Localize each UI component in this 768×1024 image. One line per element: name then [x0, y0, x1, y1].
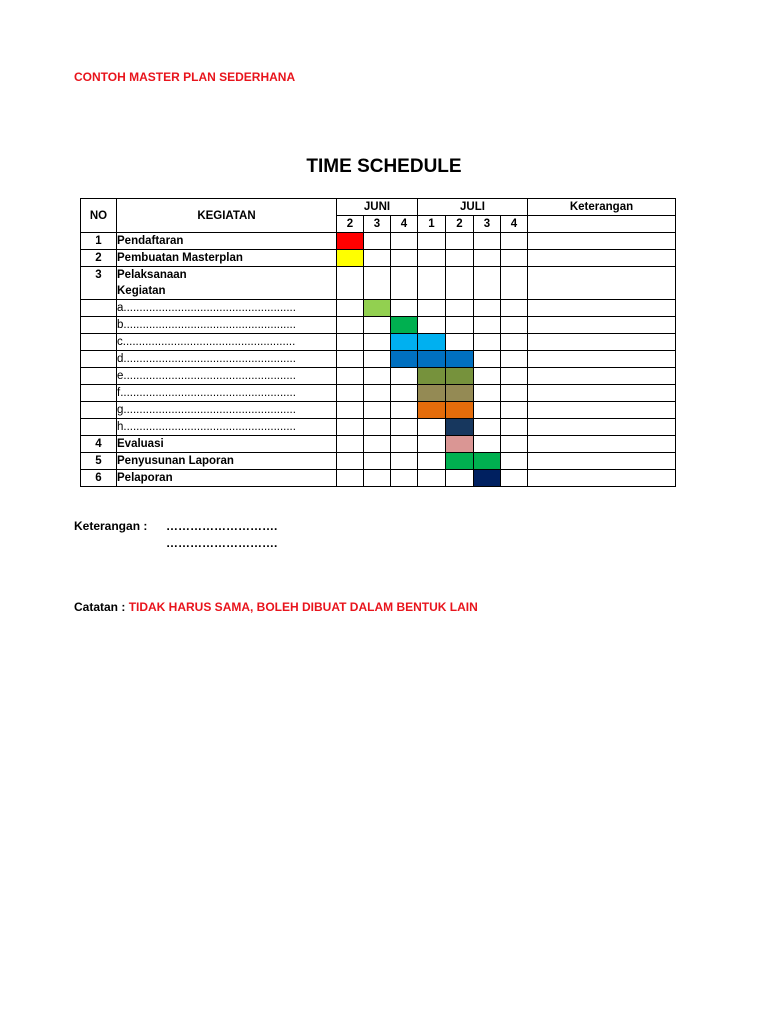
activity-name: a...................................................... — [117, 300, 337, 317]
schedule-cell — [364, 317, 391, 334]
schedule-cell — [391, 267, 418, 300]
schedule-cell — [446, 334, 474, 351]
keterangan-cell — [528, 419, 676, 436]
schedule-cell — [446, 317, 474, 334]
schedule-bar-cell — [418, 402, 446, 419]
schedule-cell — [337, 470, 364, 487]
activity-name-line-1: Pelaksanaan — [117, 269, 187, 281]
schedule-cell — [391, 436, 418, 453]
schedule-cell — [501, 250, 528, 267]
schedule-cell — [391, 453, 418, 470]
header-month-juli: JULI — [418, 199, 528, 216]
activity-name: Pelaporan — [117, 470, 337, 487]
document-subtitle: CONTOH MASTER PLAN SEDERHANA — [74, 70, 296, 84]
table-row — [81, 470, 676, 487]
activity-name: Pembuatan Masterplan — [117, 250, 337, 267]
schedule-cell — [391, 300, 418, 317]
row-number — [81, 385, 117, 402]
schedule-cell — [364, 436, 391, 453]
table-row — [81, 351, 676, 368]
keterangan-cell — [528, 317, 676, 334]
schedule-cell — [474, 300, 501, 317]
keterangan-cell — [528, 402, 676, 419]
schedule-cell — [337, 317, 364, 334]
keterangan-label: Keterangan : — [74, 519, 148, 533]
row-number — [81, 300, 117, 317]
table-row — [81, 300, 676, 317]
schedule-cell — [364, 453, 391, 470]
table-row — [81, 334, 676, 351]
schedule-cell — [501, 300, 528, 317]
table-row — [81, 419, 676, 436]
schedule-cell — [418, 250, 446, 267]
schedule-cell — [418, 300, 446, 317]
schedule-bar-cell — [474, 453, 501, 470]
row-number: 4 — [81, 436, 117, 453]
row-number: 1 — [81, 233, 117, 250]
schedule-bar-cell — [418, 351, 446, 368]
schedule-cell — [391, 419, 418, 436]
activity-name: d...................................................... — [117, 351, 337, 368]
table-row — [81, 317, 676, 334]
schedule-bar-cell — [446, 453, 474, 470]
schedule-cell — [337, 419, 364, 436]
schedule-cell — [418, 419, 446, 436]
schedule-cell — [364, 233, 391, 250]
schedule-cell — [501, 233, 528, 250]
schedule-cell — [337, 402, 364, 419]
schedule-cell — [501, 317, 528, 334]
schedule-cell — [391, 233, 418, 250]
schedule-bar-cell — [446, 402, 474, 419]
header-no: NO — [81, 199, 117, 233]
schedule-cell — [474, 419, 501, 436]
schedule-cell — [418, 453, 446, 470]
schedule-cell — [474, 402, 501, 419]
schedule-bar-cell — [418, 368, 446, 385]
table-row — [81, 368, 676, 385]
table-row — [81, 233, 676, 250]
row-number — [81, 402, 117, 419]
catatan-note — [74, 600, 478, 614]
keterangan-cell — [528, 334, 676, 351]
schedule-cell — [364, 334, 391, 351]
table-row — [81, 402, 676, 419]
schedule-body — [81, 233, 676, 487]
schedule-cell — [501, 419, 528, 436]
schedule-cell — [501, 436, 528, 453]
week-juni-2: 2 — [337, 216, 364, 233]
schedule-cell — [501, 334, 528, 351]
schedule-cell — [474, 351, 501, 368]
schedule-cell — [337, 300, 364, 317]
schedule-bar-cell — [337, 250, 364, 267]
schedule-cell — [501, 453, 528, 470]
schedule-cell — [501, 402, 528, 419]
schedule-bar-cell — [337, 233, 364, 250]
keterangan-cell — [528, 436, 676, 453]
schedule-cell — [501, 267, 528, 300]
schedule-cell — [418, 267, 446, 300]
schedule-cell — [501, 385, 528, 402]
schedule-bar-cell — [474, 470, 501, 487]
schedule-cell — [418, 470, 446, 487]
schedule-cell — [391, 385, 418, 402]
schedule-cell — [364, 402, 391, 419]
schedule-cell — [391, 250, 418, 267]
schedule-bar-cell — [446, 368, 474, 385]
keterangan-cell — [528, 453, 676, 470]
row-number: 6 — [81, 470, 117, 487]
schedule-cell — [364, 250, 391, 267]
keterangan-cell — [528, 300, 676, 317]
schedule-cell — [391, 402, 418, 419]
schedule-cell — [418, 436, 446, 453]
schedule-cell — [337, 453, 364, 470]
keterangan-cell — [528, 470, 676, 487]
schedule-bar-cell — [418, 334, 446, 351]
week-juni-4: 4 — [391, 216, 418, 233]
schedule-cell — [446, 267, 474, 300]
row-number — [81, 351, 117, 368]
row-number: 5 — [81, 453, 117, 470]
schedule-cell — [337, 267, 364, 300]
schedule-cell — [446, 300, 474, 317]
schedule-cell — [474, 385, 501, 402]
schedule-bar-cell — [364, 300, 391, 317]
week-juli-2: 2 — [446, 216, 474, 233]
table-row — [81, 436, 676, 453]
schedule-cell — [446, 250, 474, 267]
activity-name: h...................................................... — [117, 419, 337, 436]
week-juli-1: 1 — [418, 216, 446, 233]
activity-name-line-2: Kegiatan — [117, 285, 166, 297]
activity-name: f....................................................... — [117, 385, 337, 402]
schedule-cell — [474, 436, 501, 453]
schedule-cell — [501, 470, 528, 487]
schedule-bar-cell — [391, 334, 418, 351]
schedule-cell — [337, 334, 364, 351]
schedule-bar-cell — [391, 351, 418, 368]
table-row — [81, 385, 676, 402]
schedule-cell — [337, 436, 364, 453]
schedule-cell — [391, 470, 418, 487]
catatan-label: Catatan : — [74, 600, 129, 614]
activity-name: e...................................................... — [117, 368, 337, 385]
keterangan-cell — [528, 233, 676, 250]
schedule-cell — [474, 250, 501, 267]
schedule-cell — [418, 317, 446, 334]
schedule-cell — [391, 368, 418, 385]
table-row — [81, 250, 676, 267]
row-number — [81, 317, 117, 334]
keterangan-cell — [528, 385, 676, 402]
schedule-bar-cell — [446, 385, 474, 402]
keterangan-subheader — [528, 216, 676, 233]
keterangan-cell — [528, 351, 676, 368]
page-title: TIME SCHEDULE — [306, 156, 462, 177]
table-row — [81, 453, 676, 470]
schedule-table — [80, 198, 676, 487]
header-keterangan: Keterangan — [528, 199, 676, 216]
activity-name: b...................................................... — [117, 317, 337, 334]
row-number — [81, 419, 117, 436]
schedule-cell — [418, 233, 446, 250]
schedule-cell — [337, 385, 364, 402]
keterangan-cell — [528, 368, 676, 385]
activity-name: Evaluasi — [117, 436, 337, 453]
schedule-cell — [364, 470, 391, 487]
activity-name: c...................................................... — [117, 334, 337, 351]
activity-name — [117, 267, 337, 300]
row-number — [81, 334, 117, 351]
schedule-cell — [501, 351, 528, 368]
schedule-cell — [474, 267, 501, 300]
schedule-bar-cell — [418, 385, 446, 402]
schedule-cell — [364, 419, 391, 436]
keterangan-line-2: ………………………. — [166, 536, 278, 550]
schedule-cell — [364, 385, 391, 402]
schedule-cell — [364, 267, 391, 300]
row-number: 3 — [81, 267, 117, 300]
schedule-cell — [446, 233, 474, 250]
activity-name: Penyusunan Laporan — [117, 453, 337, 470]
schedule-cell — [364, 351, 391, 368]
activity-name: g...................................................... — [117, 402, 337, 419]
schedule-bar-cell — [446, 419, 474, 436]
schedule-bar-cell — [391, 317, 418, 334]
week-juli-4: 4 — [501, 216, 528, 233]
schedule-cell — [337, 351, 364, 368]
schedule-cell — [474, 334, 501, 351]
activity-name: Pendaftaran — [117, 233, 337, 250]
keterangan-cell — [528, 267, 676, 300]
week-juni-3: 3 — [364, 216, 391, 233]
schedule-cell — [474, 233, 501, 250]
schedule-cell — [337, 368, 364, 385]
week-juli-3: 3 — [474, 216, 501, 233]
keterangan-cell — [528, 250, 676, 267]
schedule-bar-cell — [446, 436, 474, 453]
schedule-bar-cell — [446, 351, 474, 368]
keterangan-line-1: ………………………. — [166, 519, 278, 533]
schedule-cell — [474, 368, 501, 385]
table-row — [81, 267, 676, 300]
row-number: 2 — [81, 250, 117, 267]
schedule-cell — [364, 368, 391, 385]
row-number — [81, 368, 117, 385]
header-month-juni: JUNI — [337, 199, 418, 216]
schedule-cell — [446, 470, 474, 487]
header-kegiatan: KEGIATAN — [117, 199, 337, 233]
schedule-cell — [501, 368, 528, 385]
catatan-text: TIDAK HARUS SAMA, BOLEH DIBUAT DALAM BENTUK LAIN — [128, 600, 478, 614]
schedule-cell — [474, 317, 501, 334]
